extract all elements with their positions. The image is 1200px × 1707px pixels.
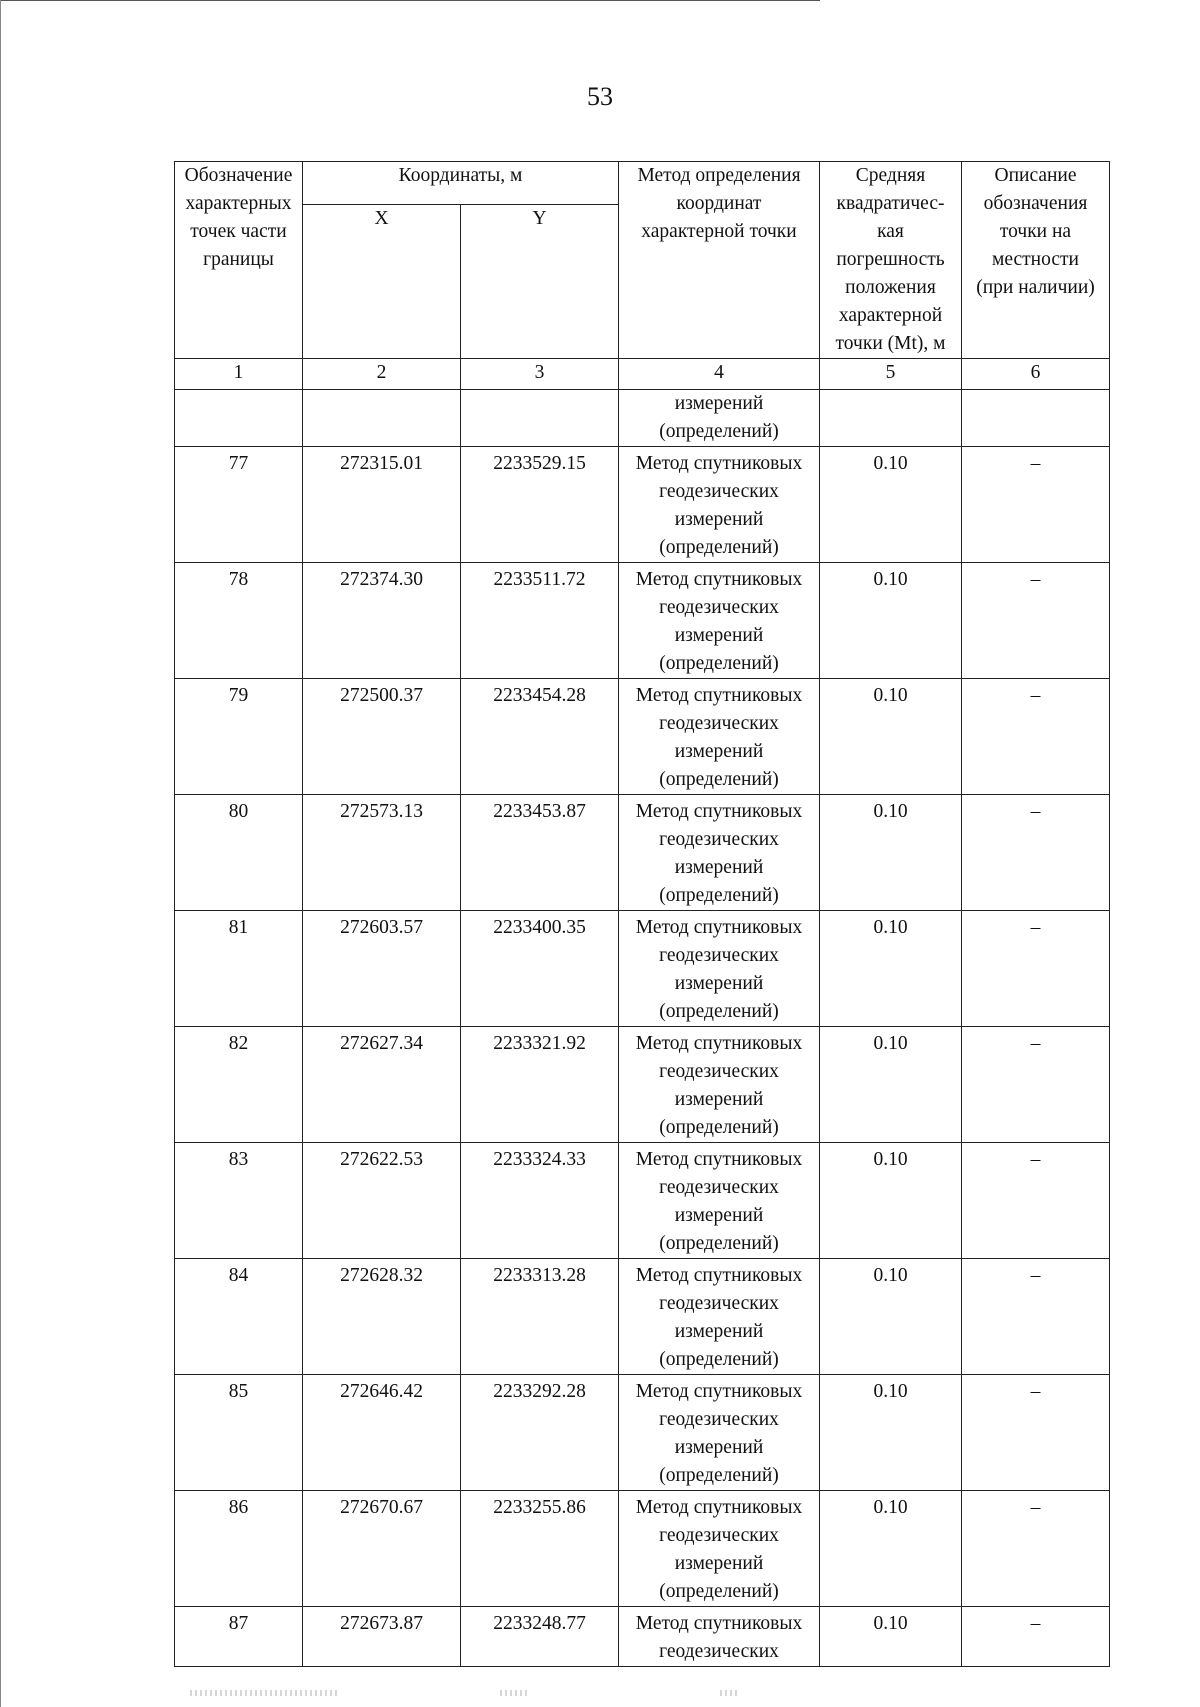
description-cell: – (962, 911, 1110, 1027)
method-cell: Метод спутниковых геодезических измерений (определений) (619, 1491, 820, 1607)
y-cell: 2233511.72 (461, 563, 619, 679)
column-number: 3 (461, 359, 619, 390)
point-cell: 82 (175, 1027, 303, 1143)
x-cell: 272374.30 (303, 563, 461, 679)
x-cell: 272573.13 (303, 795, 461, 911)
error-cell: 0.10 (820, 1375, 962, 1491)
method-cell: Метод спутниковых геодезических измерений (определений) (619, 1027, 820, 1143)
point-cell: 79 (175, 679, 303, 795)
table-row-continuation (175, 390, 1110, 447)
scan-noise (500, 1690, 530, 1696)
description-cell: – (962, 563, 1110, 679)
x-cell: 272622.53 (303, 1143, 461, 1259)
y-cell: 2233321.92 (461, 1027, 619, 1143)
point-cell: 84 (175, 1259, 303, 1375)
table-row (175, 1375, 1110, 1491)
description-cell: – (962, 1027, 1110, 1143)
x-cell: 272670.67 (303, 1491, 461, 1607)
method-cell: Метод спутниковых геодезических измерений (определений) (619, 679, 820, 795)
method-cell: Метод спутниковых геодезических измерений (определений) (619, 447, 820, 563)
point-cell: 80 (175, 795, 303, 911)
table-row (175, 795, 1110, 911)
description-cell: – (962, 795, 1110, 911)
column-number: 4 (619, 359, 820, 390)
description-cell: – (962, 1375, 1110, 1491)
point-cell: 81 (175, 911, 303, 1027)
table-row (175, 563, 1110, 679)
x-cell: 272673.87 (303, 1607, 461, 1667)
error-cell: 0.10 (820, 1143, 962, 1259)
header-x: X (303, 204, 461, 358)
scan-noise (190, 1690, 340, 1696)
column-number: 5 (820, 359, 962, 390)
scan-noise (720, 1690, 740, 1696)
point-cell: 78 (175, 563, 303, 679)
y-cell: 2233324.33 (461, 1143, 619, 1259)
method-cell: Метод спутниковых геодезических измерений (определений) (619, 911, 820, 1027)
header-point-designation: Обозначение характерных точек части границы (175, 162, 303, 359)
empty-cell (461, 390, 619, 447)
x-cell: 272603.57 (303, 911, 461, 1027)
point-cell: 85 (175, 1375, 303, 1491)
table-row (175, 1607, 1110, 1667)
method-cell: Метод спутниковых геодезических измерений (определений) (619, 1259, 820, 1375)
x-cell: 272500.37 (303, 679, 461, 795)
x-cell: 272628.32 (303, 1259, 461, 1375)
error-cell: 0.10 (820, 911, 962, 1027)
error-cell: 0.10 (820, 679, 962, 795)
header-method: Метод определения координат характерной точки (619, 162, 820, 359)
column-number-row (175, 359, 1110, 390)
header-description: Описание обозначения точки на местности (при наличии) (962, 162, 1110, 359)
point-cell: 86 (175, 1491, 303, 1607)
table-row (175, 447, 1110, 563)
error-cell: 0.10 (820, 1027, 962, 1143)
scan-edge-top (0, 0, 820, 1)
y-cell: 2233454.28 (461, 679, 619, 795)
scan-edge-left (0, 0, 1, 1707)
y-cell: 2233529.15 (461, 447, 619, 563)
x-cell: 272646.42 (303, 1375, 461, 1491)
description-cell: – (962, 1259, 1110, 1375)
description-cell: – (962, 679, 1110, 795)
description-cell: – (962, 1491, 1110, 1607)
coordinates-table (174, 161, 1110, 1667)
y-cell: 2233400.35 (461, 911, 619, 1027)
empty-cell (962, 390, 1110, 447)
point-cell: 83 (175, 1143, 303, 1259)
error-cell: 0.10 (820, 563, 962, 679)
error-cell: 0.10 (820, 1491, 962, 1607)
y-cell: 2233248.77 (461, 1607, 619, 1667)
page-number: 53 (587, 82, 613, 111)
column-number: 2 (303, 359, 461, 390)
error-cell: 0.10 (820, 447, 962, 563)
y-cell: 2233255.86 (461, 1491, 619, 1607)
empty-cell (175, 390, 303, 447)
error-cell: 0.10 (820, 795, 962, 911)
description-cell: – (962, 1143, 1110, 1259)
table-row (175, 1143, 1110, 1259)
header-mean-error: Средняя квадратичес- кая погрешность положения характерной точки (Mt), м (820, 162, 962, 359)
empty-cell (820, 390, 962, 447)
error-cell: 0.10 (820, 1607, 962, 1667)
error-cell: 0.10 (820, 1259, 962, 1375)
y-cell: 2233292.28 (461, 1375, 619, 1491)
method-cell: измерений (определений) (619, 390, 820, 447)
y-cell: 2233453.87 (461, 795, 619, 911)
point-cell: 77 (175, 447, 303, 563)
description-cell: – (962, 447, 1110, 563)
x-cell: 272627.34 (303, 1027, 461, 1143)
table-row (175, 679, 1110, 795)
method-cell: Метод спутниковых геодезических измерений (определений) (619, 563, 820, 679)
description-cell: – (962, 1607, 1110, 1667)
point-cell: 87 (175, 1607, 303, 1667)
table-row (175, 1027, 1110, 1143)
y-cell: 2233313.28 (461, 1259, 619, 1375)
column-number: 6 (962, 359, 1110, 390)
header-coordinates: Координаты, м (303, 162, 619, 205)
table-row (175, 1259, 1110, 1375)
header-y: Y (461, 204, 619, 358)
empty-cell (303, 390, 461, 447)
method-cell: Метод спутниковых геодезических измерений (определений) (619, 1143, 820, 1259)
method-cell: Метод спутниковых геодезических измерений (определений) (619, 1375, 820, 1491)
column-number: 1 (175, 359, 303, 390)
method-cell: Метод спутниковых геодезических (619, 1607, 820, 1667)
x-cell: 272315.01 (303, 447, 461, 563)
table-row (175, 911, 1110, 1027)
table-row (175, 1491, 1110, 1607)
method-cell: Метод спутниковых геодезических измерений (определений) (619, 795, 820, 911)
